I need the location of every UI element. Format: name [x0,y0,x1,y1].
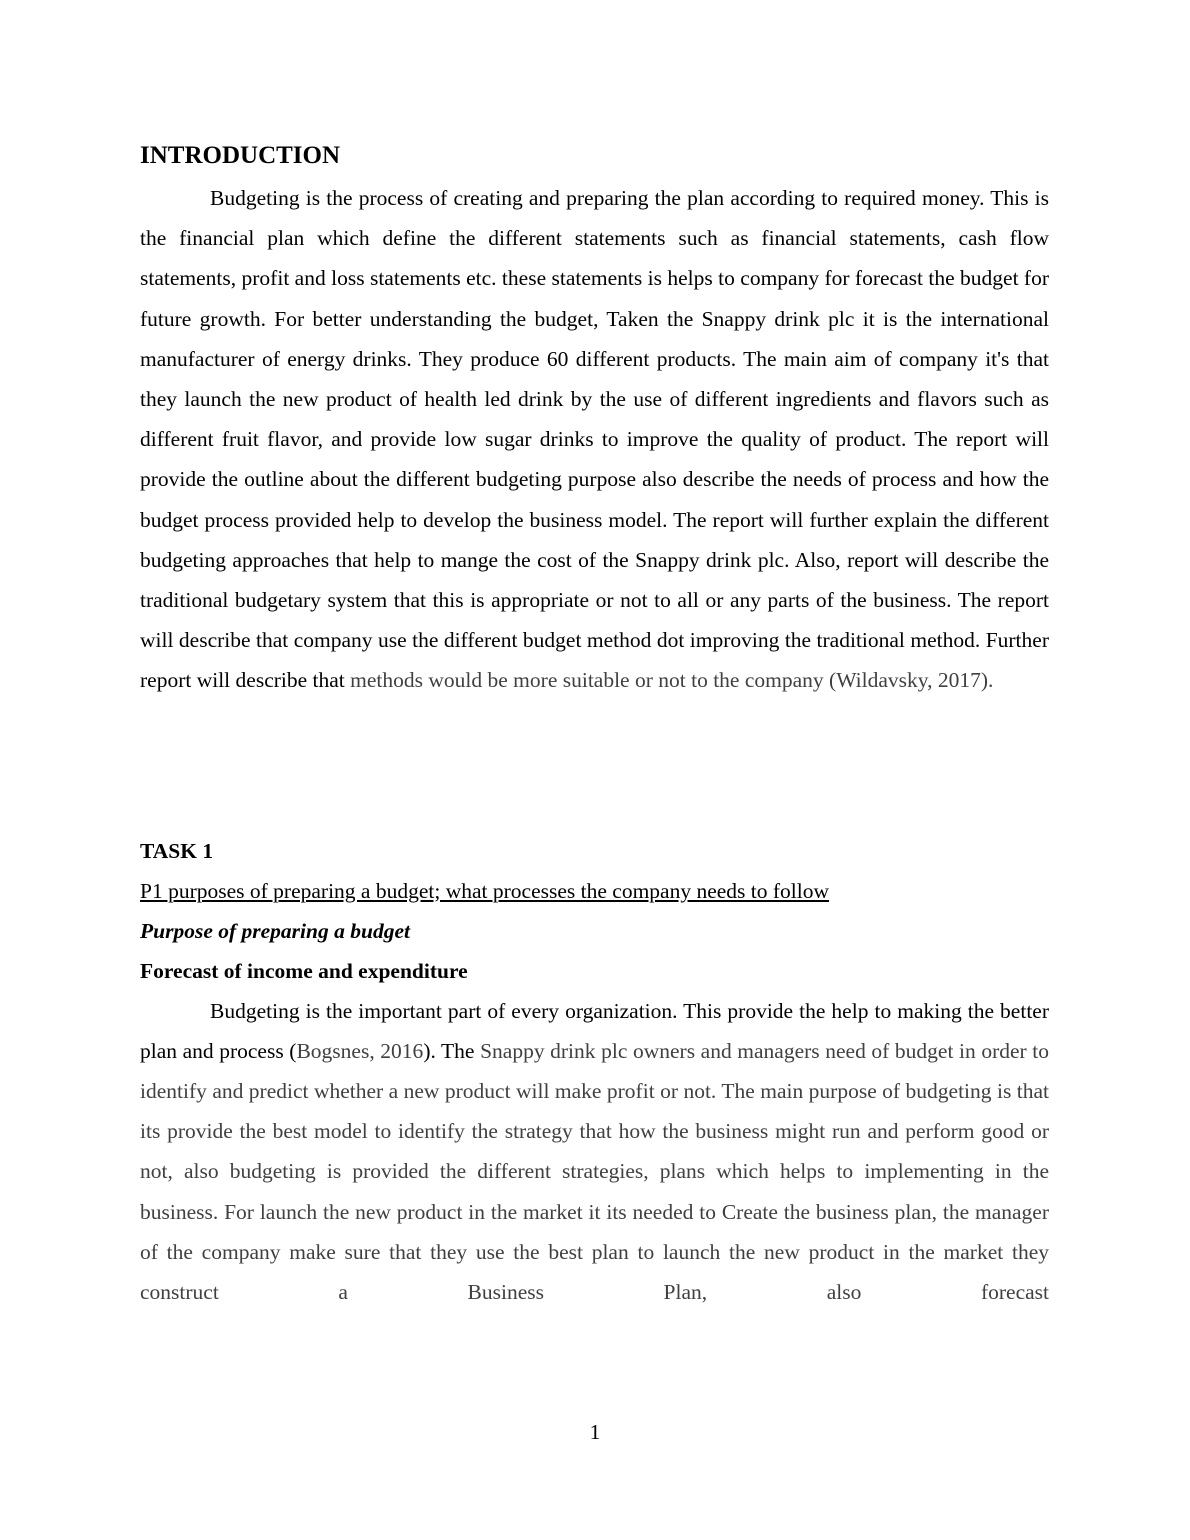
page-content [140,138,1049,1352]
page-number: 1 [589,1420,601,1444]
forecast-heading: Forecast of income and expenditure [140,958,468,983]
section-spacer [140,701,1049,831]
forecast-paragraph [140,991,1049,1353]
introduction-paragraph [140,178,1049,701]
forecast-paragraph-citation: Bogsnes, 2016 [296,1038,424,1063]
introduction-heading: INTRODUCTION [140,142,341,169]
introduction-paragraph-main: Budgeting is the process of creating and preparing the plan according to required money. This is the financial plan which define the different statements such as financial statements, cash flow statements, profit and loss statements etc. these statements is helps to company for forecast the budget for future growth. For better understanding the budget, Taken the Snappy drink plc it is the international manufacturer of energy drinks. They produce 60 different products. The main aim of company it's that they launch the new product of health led drink by the use of different ingredients and flavors such as different fruit flavor, and provide low sugar drinks to improve the quality of product. The report will provide the outline about the different budgeting purpose also describe the needs of process and how the budget process provided help to develop the business model. The report will further explain the different budgeting approaches that help to mange the cost of the Snappy drink plc. Also, report will describe the traditional budgetary system that this is appropriate or not to all or any parts of the business. The report will describe that company use the different budget method dot improving the traditional method. Further report will describe that [140,186,1049,693]
purpose-heading: Purpose of preparing a budget [140,918,410,943]
task1-heading: TASK 1 [140,838,214,863]
forecast-paragraph-mid: ). The [423,1038,481,1063]
introduction-paragraph-tail: methods would be more suitable or not to the company (Wildavsky, 2017). [350,668,994,693]
task1-subtitle: P1 purposes of preparing a budget; what processes the company needs to follow [140,878,830,903]
forecast-paragraph-start: Budgeting is the important part of every organization. This provide the help to making the better plan and process ( [140,998,1049,1063]
forecast-paragraph-rest: Snappy drink plc owners and managers need of budget in order to identify and predict whether a new product will make profit or not. The main purpose of budgeting is that its provide the best model to identify the strategy that how the business might run and perform good or not, also budgeting is provided the different strategies, plans which helps to implementing in the business. For launch the new product in the market it its needed to Create the business plan, the manager of the company make sure that they use the best plan to launch the new product in the market they construct a Business Plan, also forecast [140,1038,1049,1305]
